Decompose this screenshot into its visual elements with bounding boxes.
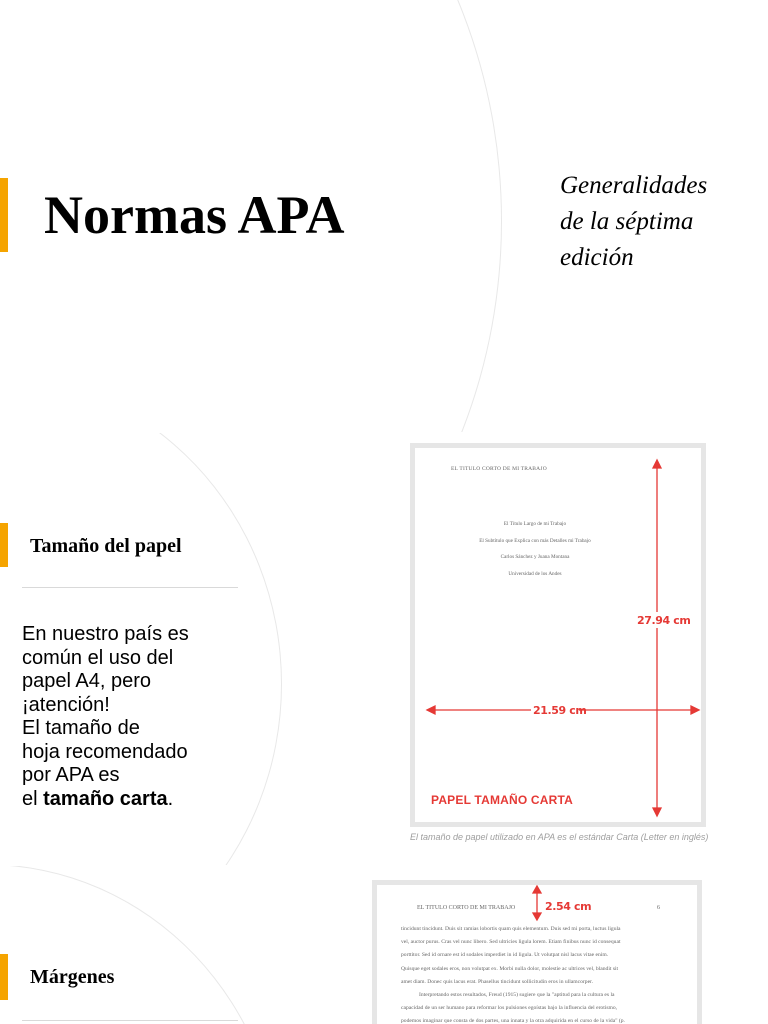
body-line: hoja recomendado [22, 740, 188, 763]
title-line: El Título Largo de mi Trabajo [503, 521, 567, 527]
title-line: El Subtítulo que Explica con más Detalles mi Trabajo [479, 537, 591, 544]
height-arrow-head-top [653, 460, 661, 468]
body-line: papel A4, pero [22, 670, 151, 692]
margins-figure [372, 880, 702, 1024]
margin-arrow [377, 885, 697, 925]
subtitle-line: edición [560, 244, 634, 271]
subtitle-line: Generalidades [560, 172, 708, 199]
text-line: amet diam. Donec quis lacus erat. Phasellus tincidunt sollicitudin eros in ullamcorper. [401, 978, 594, 985]
title-line: Universidad de los Andes [508, 570, 562, 577]
divider [22, 587, 238, 588]
body-line: El tamaño de [22, 717, 140, 739]
text-line: porttitor. Sed id ornare est id sodales imperdiet in id ligula. Ut volutpat nisl lacus vitae enim. [401, 952, 609, 959]
paper-size-figure [410, 443, 706, 827]
figure-caption: El tamaño de papel utilizado en APA es el estándar Carta (Letter en inglés) [410, 832, 709, 842]
margin-arrow-head-bottom [533, 913, 541, 920]
margin-label: 2.54 cm [545, 900, 592, 913]
running-head: EL TITULO CORTO DE MI TRABAJO [417, 905, 516, 911]
decorative-curve [0, 866, 282, 1024]
running-head: EL TITULO CORTO DE MI TRABAJO [451, 466, 547, 472]
text-line: vel, auctor purus. Cras vel nunc libero. Sed ultricies ligula lorem. Etiam finibus nunc id consequat [401, 939, 621, 946]
body-text [22, 623, 252, 811]
height-arrow-head-bottom [653, 808, 661, 816]
width-arrow-head-left [427, 706, 435, 714]
presentation-subtitle [560, 168, 750, 276]
sample-page [377, 885, 697, 1024]
body-line: ¡atención! [22, 693, 110, 716]
text-line: Quisque eget sodales eros, non volutpat ex. Morbi nulla dolor, molestie ac ultrices vel, blandit sit [401, 965, 619, 972]
page-number: 6 [657, 905, 660, 911]
subtitle-line: de la séptima [560, 208, 694, 235]
sample-body-text [401, 923, 663, 1024]
body-line: En nuestro país es [22, 623, 189, 645]
accent-bar [0, 178, 8, 252]
text-line: capacidad de un ser humano para reformar los pulsiones egoístas bajo la influencia del erotismo, [401, 1005, 618, 1012]
body-line: común el uso del [22, 646, 174, 669]
text-line: podemos imaginar que consta de dos partes, una innata y la otra adquirida en el curso de la vida" (p. [401, 1018, 625, 1024]
title-slide [0, 0, 768, 432]
dimension-arrows [415, 448, 701, 822]
body-text-suffix: . [167, 787, 174, 810]
presentation-title: Normas APA [44, 185, 345, 245]
paper-size-slide [0, 433, 768, 865]
margin-arrow-head-top [533, 886, 541, 893]
body-line [22, 788, 252, 812]
accent-bar [0, 523, 8, 567]
margins-slide [0, 866, 768, 1024]
title-line: Carlos Sánchez y Juana Montana [500, 554, 570, 560]
body-text-prefix: el [22, 787, 44, 810]
width-arrow-head-right [691, 706, 699, 714]
section-title: Tamaño del papel [30, 535, 182, 557]
accent-bar [0, 954, 8, 1000]
body-line: por APA es [22, 764, 120, 786]
sample-page [415, 448, 701, 822]
paper-size-label: PAPEL TAMAÑO CARTA [431, 793, 574, 807]
width-label: 21.59 cm [533, 704, 587, 717]
highlight-letter-size: tamaño carta [43, 787, 168, 810]
text-line: tincidunt tincidunt. Duis sit ramias lobortis quam quis elementum. Duis sed mi porta, luctus ligula [401, 926, 621, 932]
height-label: 27.94 cm [637, 614, 691, 627]
section-title: Márgenes [30, 966, 115, 988]
divider [22, 1020, 238, 1021]
text-line: Interpretando estos resultados, Freud (1915) sugiere que la "aptitud para la cultura es la [419, 992, 615, 999]
